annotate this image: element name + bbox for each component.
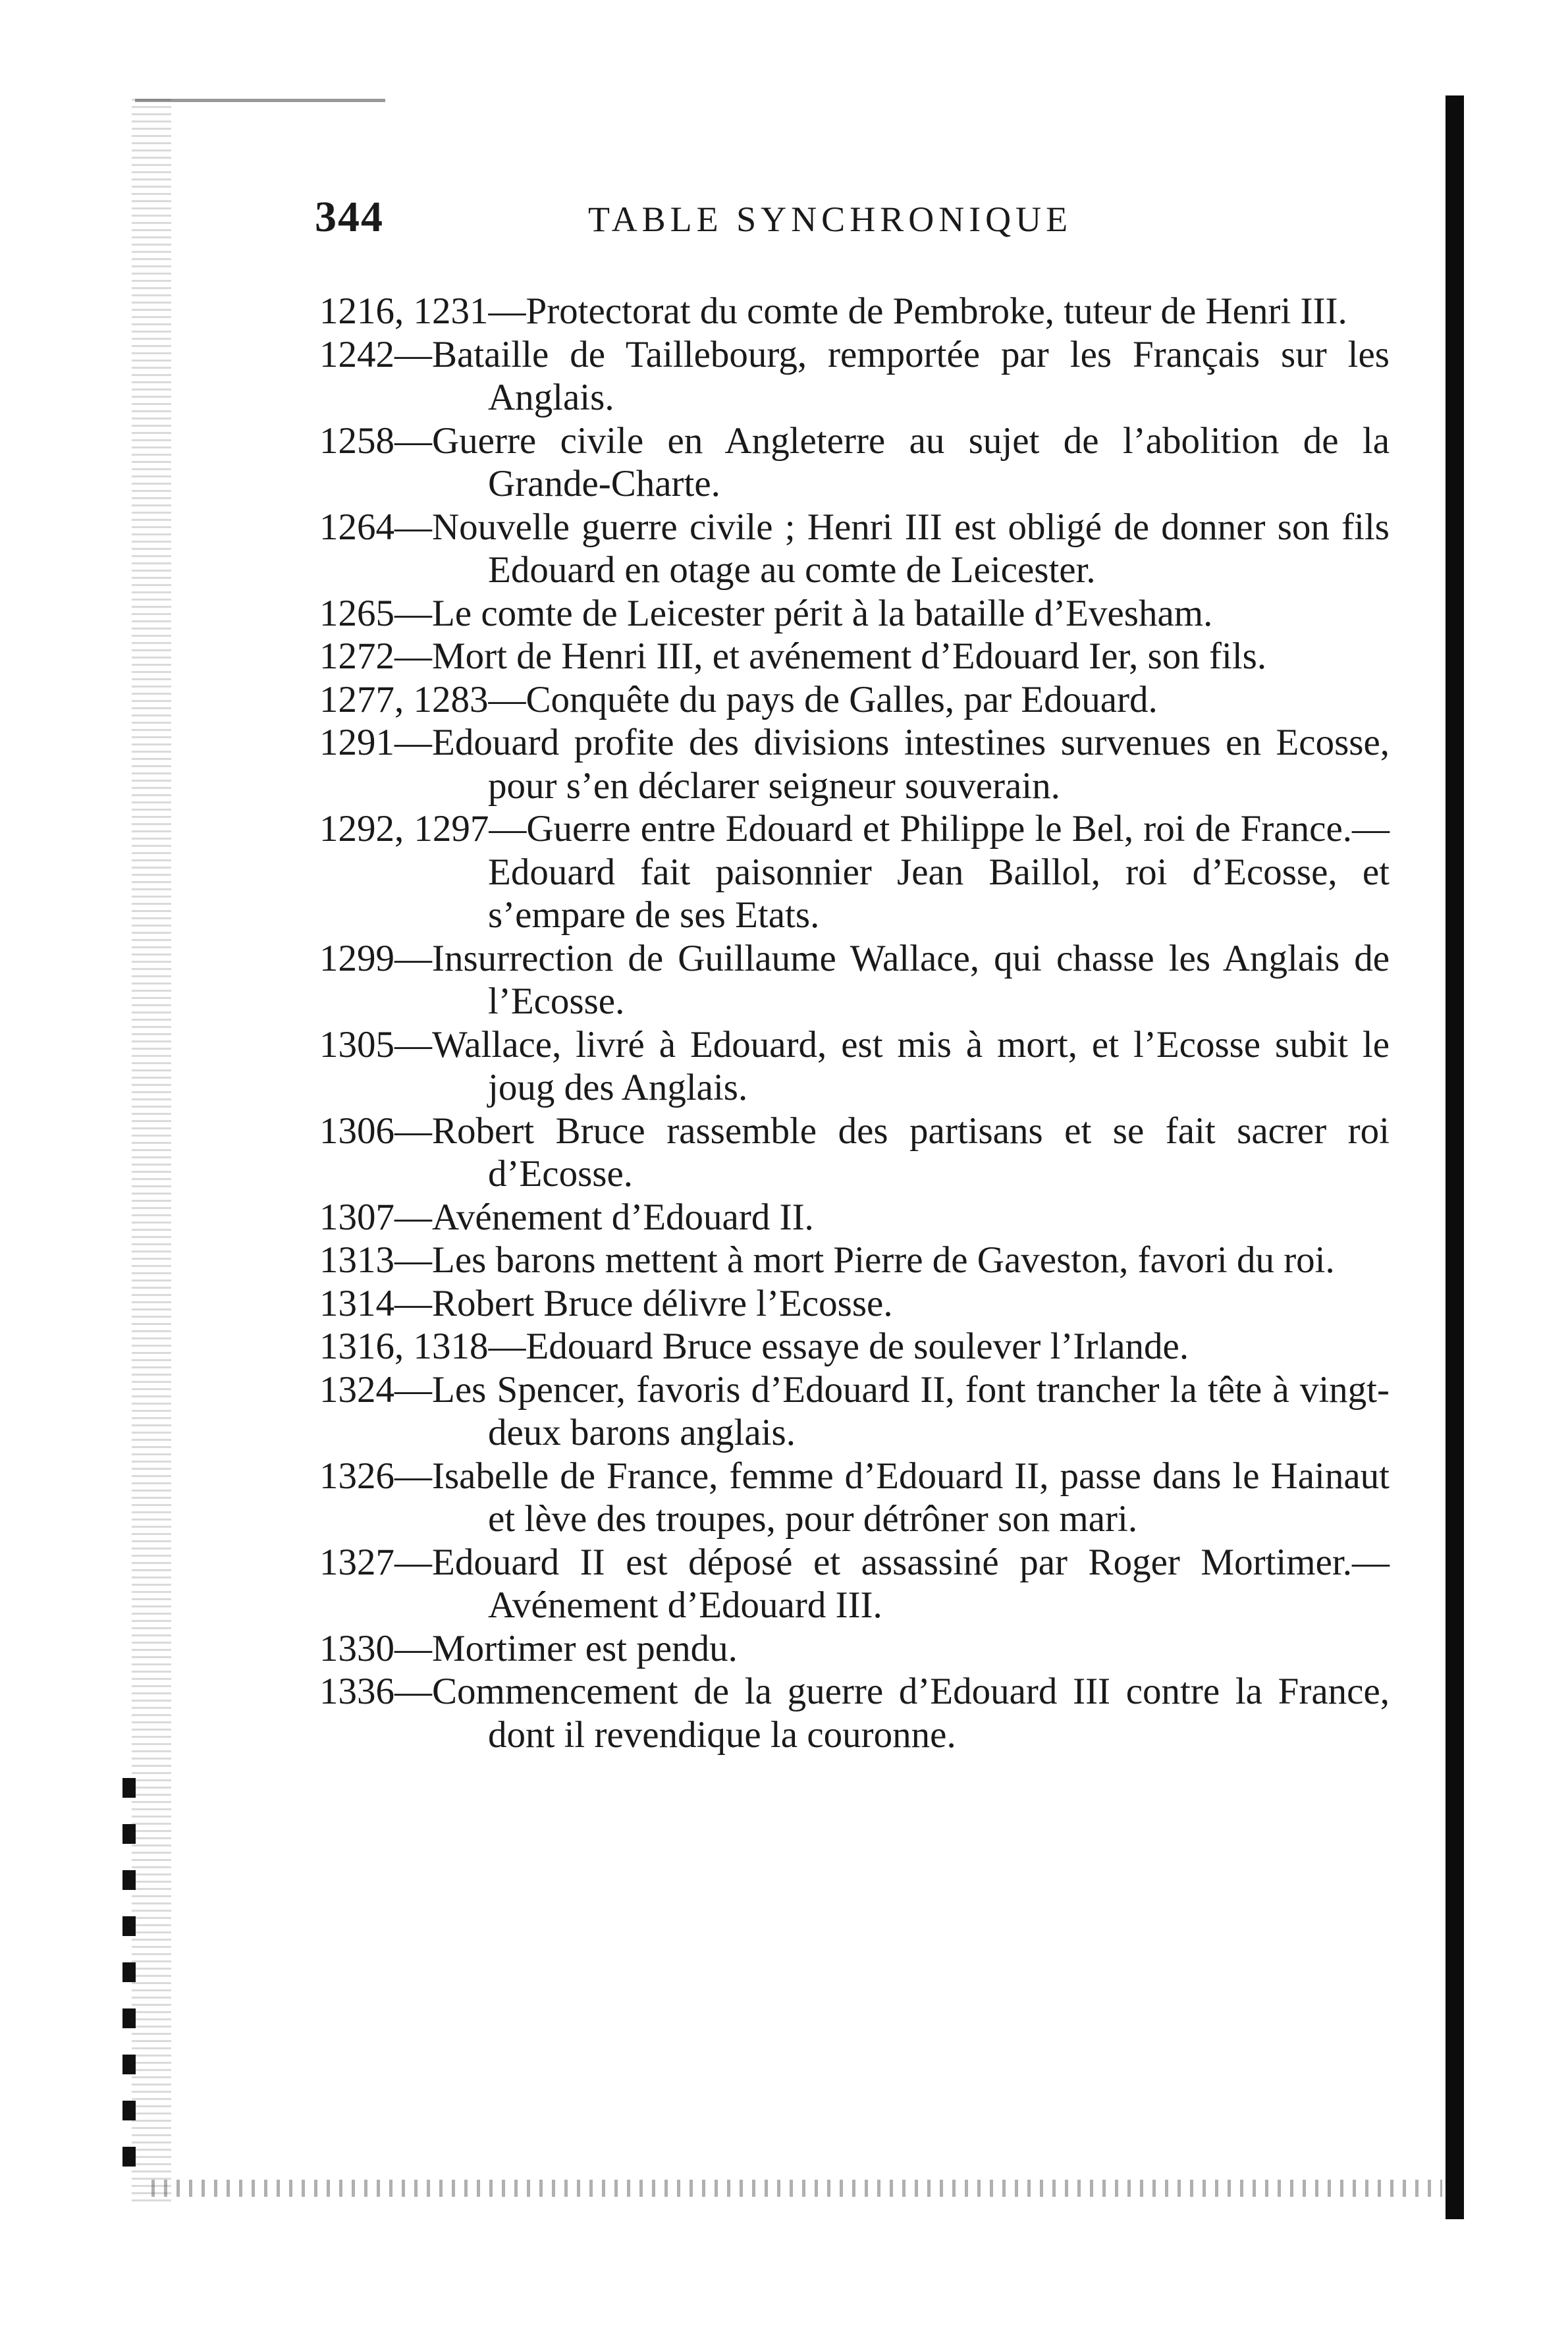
chronology-entry — [319, 1627, 1390, 1671]
page-top-edge — [135, 99, 385, 102]
entry-dash: — — [394, 1239, 432, 1281]
chronology-entry — [319, 937, 1390, 1023]
entry-text: Commencement de la guerre d’Edouard III contre la France, dont il revendique la couronne. — [432, 1671, 1390, 1756]
entry-years: 1324 — [319, 1368, 394, 1411]
chronology-entry — [319, 592, 1390, 635]
entry-text: Les barons mettent à mort Pierre de Gaveston, favori du roi. — [432, 1239, 1335, 1281]
entry-years: 1292, 1297 — [319, 808, 489, 849]
entry-years: 1272 — [319, 635, 394, 677]
entry-dash: — — [394, 1541, 432, 1583]
entry-text: Guerre civile en Angleterre au sujet de l’abolition de la Grande-Charte. — [432, 419, 1390, 504]
entry-years: 1216, 1231 — [319, 290, 489, 332]
entry-dash: — — [394, 722, 432, 763]
entry-text: Avénement d’Edouard II. — [432, 1196, 814, 1238]
chronology-entry — [319, 1455, 1390, 1541]
entry-years: 1277, 1283 — [319, 678, 489, 720]
scan-edge-bar — [1446, 95, 1464, 2219]
entry-dash: — — [489, 808, 527, 849]
entry-years: 1306 — [319, 1110, 394, 1152]
entry-dash: — — [394, 635, 432, 677]
entry-text: Guerre entre Edouard et Philippe le Bel, roi de France.—Edouard fait paisonnier Jean Baillol, roi d’Ecosse, et s’empare de ses Etats. — [488, 808, 1390, 936]
entry-dash: — — [394, 506, 432, 548]
entry-years: 1313 — [319, 1239, 394, 1281]
entry-dash: — — [394, 1282, 432, 1324]
entry-years: 1291 — [319, 722, 394, 763]
chronology-entry — [319, 290, 1390, 333]
entry-text: Insurrection de Guillaume Wallace, qui chasse les Anglais de l’Ecosse. — [432, 937, 1390, 1022]
entry-dash: — — [394, 937, 432, 979]
entry-text: Les Spencer, favoris d’Edouard II, font trancher la tête à vingt-deux barons anglais. — [432, 1368, 1390, 1453]
chronology-entry — [319, 1325, 1390, 1368]
entry-text: Edouard profite des divisions intestines survenues en Ecosse, pour s’en déclarer seigneur souverain. — [432, 722, 1390, 807]
page-bottom-edge — [151, 2180, 1442, 2197]
chronology-entry — [319, 1541, 1390, 1627]
chronology-entry — [319, 1110, 1390, 1196]
chronology-entry — [319, 1239, 1390, 1282]
entry-years: 1299 — [319, 937, 394, 979]
entry-text: Mortimer est pendu. — [432, 1627, 738, 1669]
entry-dash: — — [394, 1023, 432, 1065]
binding-marks — [122, 1778, 136, 2173]
entry-dash: — — [394, 592, 432, 634]
entry-years: 1265 — [319, 592, 394, 634]
chronology-entry — [319, 635, 1390, 678]
chronology-entry — [319, 807, 1390, 937]
entry-text: Mort de Henri III, et avénement d’Edouard Ier, son fils. — [432, 635, 1267, 677]
entry-years: 1305 — [319, 1023, 394, 1065]
entry-text: Bataille de Taillebourg, remportée par les Français sur les Anglais. — [432, 333, 1390, 418]
entry-years: 1258 — [319, 419, 394, 462]
entry-dash: — — [488, 1326, 526, 1367]
entry-years: 1307 — [319, 1196, 394, 1238]
chronology-entry — [319, 1368, 1390, 1455]
entry-years: 1326 — [319, 1455, 394, 1497]
entry-years: 1264 — [319, 506, 394, 548]
chronology-entry — [319, 721, 1390, 807]
chronology-entry — [319, 1282, 1390, 1326]
entry-text: Protectorat du comte de Pembroke, tuteur de Henri III. — [526, 290, 1347, 332]
chronology-entry — [319, 678, 1390, 722]
entry-dash: — — [394, 1455, 432, 1497]
entry-text: Isabelle de France, femme d’Edouard II, passe dans le Hainaut et lève des troupes, pour détrôner son mari. — [432, 1455, 1390, 1540]
entry-text: Le comte de Leicester périt à la bataille d’Evesham. — [432, 592, 1213, 634]
entry-dash: — — [394, 1110, 432, 1152]
chronology-entry — [319, 419, 1390, 506]
chronology-list — [319, 290, 1390, 1756]
entry-text: Robert Bruce délivre l’Ecosse. — [432, 1282, 893, 1324]
entry-text: Edouard Bruce essaye de soulever l’Irlande. — [526, 1326, 1189, 1367]
entry-years: 1316, 1318 — [319, 1326, 489, 1367]
entry-text: Conquête du pays de Galles, par Edouard. — [526, 678, 1158, 720]
entry-dash: — — [488, 678, 526, 720]
page-header — [315, 192, 1421, 245]
entry-years: 1314 — [319, 1282, 394, 1324]
page-number: 344 — [315, 193, 384, 241]
entry-text: Robert Bruce rassemble des partisans et se fait sacrer roi d’Ecosse. — [432, 1110, 1390, 1195]
entry-dash: — — [394, 1627, 432, 1669]
entry-years: 1336 — [319, 1671, 394, 1712]
entry-years: 1242 — [319, 333, 394, 375]
entry-dash: — — [394, 1368, 432, 1411]
chronology-entry — [319, 506, 1390, 592]
chronology-entry — [319, 333, 1390, 419]
running-title: TABLE SYNCHRONIQUE — [588, 200, 1073, 239]
chronology-entry — [319, 1196, 1390, 1239]
entry-dash: — — [488, 290, 526, 332]
chronology-entry — [319, 1023, 1390, 1110]
entry-years: 1330 — [319, 1627, 394, 1669]
entry-dash: — — [394, 419, 432, 462]
chronology-entry — [319, 1670, 1390, 1756]
entry-text: Edouard II est déposé et assassiné par Roger Mortimer.—Avénement d’Edouard III. — [432, 1541, 1390, 1626]
entry-dash: — — [394, 333, 432, 375]
entry-years: 1327 — [319, 1541, 394, 1583]
entry-text: Nouvelle guerre civile ; Henri III est obligé de donner son fils Edouard en otage au comte de Leicester. — [432, 506, 1390, 591]
entry-dash: — — [394, 1671, 432, 1712]
entry-text: Wallace, livré à Edouard, est mis à mort, et l’Ecosse subit le joug des Anglais. — [432, 1023, 1390, 1108]
page-left-edge — [132, 99, 171, 2206]
entry-dash: — — [394, 1196, 432, 1238]
